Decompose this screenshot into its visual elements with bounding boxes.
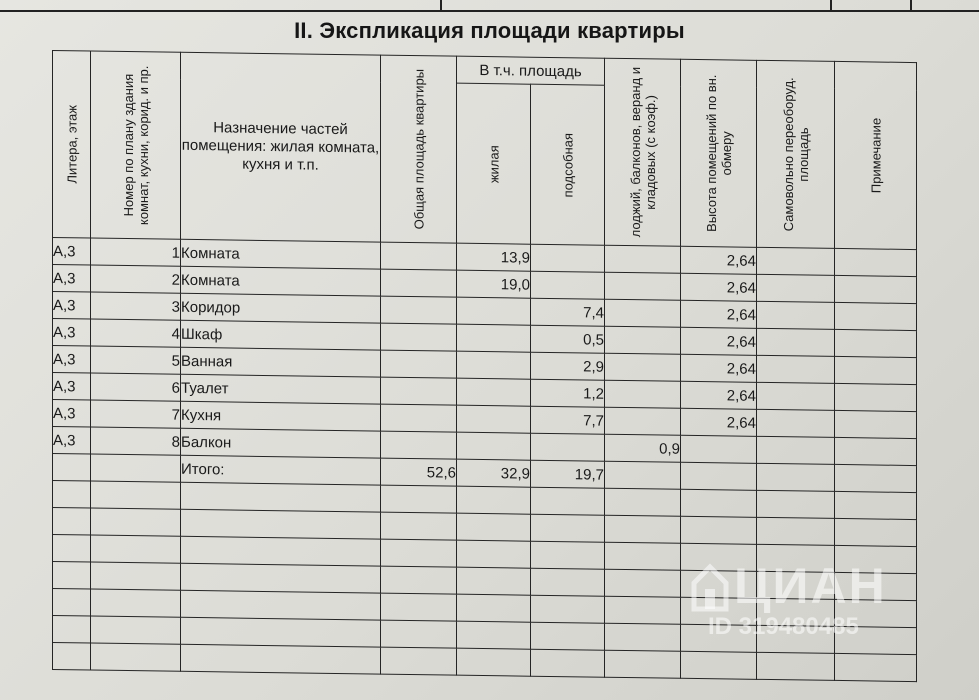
cell-auxiliary — [531, 595, 605, 623]
cell-auxiliary — [531, 244, 605, 272]
cell-total-area — [381, 485, 457, 513]
cell-living — [457, 513, 531, 541]
cell-loggia — [605, 596, 681, 624]
cell-purpose: Туалет — [181, 374, 381, 404]
cell-unauthorized — [757, 490, 835, 518]
cell-auxiliary — [531, 649, 605, 677]
cell-unauthorized — [757, 598, 835, 626]
cell-height — [681, 570, 757, 598]
cell-auxiliary: 2,9 — [531, 352, 605, 380]
cell-living: 19,0 — [457, 270, 531, 298]
cell-unauthorized — [757, 517, 835, 545]
cell-loggia — [605, 245, 681, 273]
cell-loggia — [605, 650, 681, 678]
cell-loggia: 0,9 — [605, 434, 681, 462]
cell-number — [91, 508, 181, 536]
header-unauthorized: Самовольно переоборуд. площадь — [757, 60, 835, 248]
header-loggias: лоджий, балконов, веранд и кладовых (с коэф.) — [605, 58, 681, 246]
cell-total-area — [381, 593, 457, 621]
cell-loggia — [605, 353, 681, 381]
cell-purpose — [181, 617, 381, 647]
cell-living — [457, 324, 531, 352]
watermark-id: ID 319480485 — [708, 613, 859, 640]
header-number: Номер по плану здания комнат, кухни, корид. и пр. — [91, 51, 181, 239]
cell-note — [835, 653, 917, 681]
cell-purpose: Коридор — [181, 293, 381, 323]
cell-litera — [53, 589, 91, 617]
cell-height — [681, 489, 757, 517]
cell-purpose — [181, 482, 381, 512]
header-height: Высота помещений по вн. обмеру — [681, 59, 757, 247]
header-total-area: Общая площадь квартиры — [381, 55, 457, 243]
cell-living — [457, 297, 531, 325]
cell-auxiliary — [531, 514, 605, 542]
cell-litera — [53, 481, 91, 509]
cell-number — [91, 535, 181, 563]
cell-height: 2,64 — [681, 381, 757, 409]
watermark-brand: ЦИАН — [734, 558, 887, 614]
cell-number: 8 — [91, 427, 181, 455]
cell-note — [835, 626, 917, 654]
cell-number: 6 — [91, 373, 181, 401]
cell-litera: А,3 — [53, 292, 91, 320]
cell-living — [457, 567, 531, 595]
cell-loggia — [605, 515, 681, 543]
cell-total-area — [381, 377, 457, 405]
cell-litera: А,3 — [53, 427, 91, 455]
cell-unauthorized — [757, 247, 835, 275]
cell-loggia — [605, 326, 681, 354]
cell-height: 2,64 — [681, 273, 757, 301]
cell-loggia — [605, 623, 681, 651]
cell-total-area — [381, 620, 457, 648]
cell-auxiliary: 7,7 — [531, 406, 605, 434]
cell-litera — [53, 535, 91, 563]
top-border-tick — [830, 0, 832, 12]
cell-height: 2,64 — [681, 327, 757, 355]
cell-height: 2,64 — [681, 300, 757, 328]
cell-total-area — [381, 242, 457, 270]
cell-purpose: Комната — [181, 266, 381, 296]
cell-auxiliary — [531, 568, 605, 596]
cell-living: 32,9 — [457, 459, 531, 487]
cell-number: 1 — [91, 238, 181, 266]
cell-unauthorized — [757, 625, 835, 653]
cell-number: 4 — [91, 319, 181, 347]
cell-litera — [53, 616, 91, 644]
cell-height: 2,64 — [681, 408, 757, 436]
cell-note — [835, 572, 917, 600]
cell-number: 7 — [91, 400, 181, 428]
cell-number — [91, 562, 181, 590]
document-title: II. Экспликация площади квартиры — [294, 18, 685, 43]
cell-loggia — [605, 488, 681, 516]
cell-purpose — [181, 563, 381, 593]
cell-auxiliary — [531, 622, 605, 650]
cell-number — [91, 589, 181, 617]
top-border-line — [0, 10, 979, 12]
cell-number: 5 — [91, 346, 181, 374]
cell-height — [681, 624, 757, 652]
cell-number — [91, 481, 181, 509]
cell-auxiliary — [531, 541, 605, 569]
cell-unauthorized — [757, 463, 835, 491]
cell-litera: А,3 — [53, 373, 91, 401]
cell-height: 2,64 — [681, 246, 757, 274]
cell-height — [681, 597, 757, 625]
cell-loggia — [605, 569, 681, 597]
cell-note — [835, 464, 917, 492]
cell-note — [835, 383, 917, 411]
cell-auxiliary: 7,4 — [531, 298, 605, 326]
cell-height: 2,64 — [681, 354, 757, 382]
cell-height — [681, 543, 757, 571]
cell-auxiliary — [531, 487, 605, 515]
cell-litera: А,3 — [53, 238, 91, 266]
cell-number: 3 — [91, 292, 181, 320]
cell-note — [835, 248, 917, 276]
header-living: жилая — [457, 83, 531, 244]
cell-height — [681, 462, 757, 490]
cell-number: 2 — [91, 265, 181, 293]
cell-total-area — [381, 350, 457, 378]
cell-living — [457, 351, 531, 379]
cell-number — [91, 643, 181, 671]
cell-note — [835, 302, 917, 330]
top-border-tick — [910, 0, 912, 12]
cell-note — [835, 437, 917, 465]
cell-note — [835, 275, 917, 303]
cell-total-area — [381, 566, 457, 594]
cell-living — [457, 540, 531, 568]
cell-loggia — [605, 299, 681, 327]
cell-number — [91, 454, 181, 482]
cell-purpose — [181, 590, 381, 620]
cell-litera — [53, 508, 91, 536]
cell-unauthorized — [757, 301, 835, 329]
cell-height — [681, 516, 757, 544]
cell-unauthorized — [757, 436, 835, 464]
cell-note — [835, 545, 917, 573]
cell-purpose — [181, 644, 381, 674]
cell-unauthorized — [757, 328, 835, 356]
cell-note — [835, 329, 917, 357]
cell-living — [457, 594, 531, 622]
cell-unauthorized — [757, 355, 835, 383]
cell-loggia — [605, 380, 681, 408]
cell-auxiliary: 19,7 — [531, 460, 605, 488]
cell-unauthorized — [757, 382, 835, 410]
cell-living — [457, 621, 531, 649]
cell-auxiliary: 0,5 — [531, 325, 605, 353]
cell-living — [457, 486, 531, 514]
cell-auxiliary — [531, 433, 605, 461]
cell-litera: А,3 — [53, 319, 91, 347]
cell-total-area — [381, 512, 457, 540]
cell-note — [835, 599, 917, 627]
cell-note — [835, 491, 917, 519]
cell-purpose: Комната — [181, 239, 381, 269]
cell-loggia — [605, 272, 681, 300]
cell-litera — [53, 562, 91, 590]
cell-note — [835, 518, 917, 546]
cell-height — [681, 651, 757, 679]
cell-litera: А,3 — [53, 265, 91, 293]
cell-total-area — [381, 323, 457, 351]
cell-total-area — [381, 296, 457, 324]
cell-purpose — [181, 536, 381, 566]
header-litera: Литера, этаж — [53, 51, 91, 239]
cell-living — [457, 648, 531, 676]
cell-unauthorized — [757, 544, 835, 572]
cell-total-area: 52,6 — [381, 458, 457, 486]
cell-purpose: Кухня — [181, 401, 381, 431]
top-border-tick — [440, 0, 442, 12]
cell-living — [457, 432, 531, 460]
cell-note — [835, 356, 917, 384]
cell-loggia — [605, 461, 681, 489]
cell-unauthorized — [757, 409, 835, 437]
explication-table — [52, 50, 917, 682]
cell-living: 13,9 — [457, 243, 531, 271]
cell-total-area — [381, 269, 457, 297]
cell-living — [457, 378, 531, 406]
cell-purpose: Итого: — [181, 455, 381, 485]
cell-number — [91, 616, 181, 644]
cell-total-area — [381, 647, 457, 675]
cell-purpose: Ванная — [181, 347, 381, 377]
header-purpose: Назначение частей помещения: жилая комната, кухня и т.п. — [181, 52, 381, 242]
cell-total-area — [381, 431, 457, 459]
cell-auxiliary: 1,2 — [531, 379, 605, 407]
cell-litera — [53, 454, 91, 482]
header-note: Примечание — [835, 61, 917, 249]
cell-litera: А,3 — [53, 400, 91, 428]
cell-height — [681, 435, 757, 463]
header-incl-area: В т.ч. площадь — [457, 56, 605, 85]
cell-purpose: Балкон — [181, 428, 381, 458]
cell-total-area — [381, 539, 457, 567]
cell-loggia — [605, 542, 681, 570]
cell-loggia — [605, 407, 681, 435]
cell-living — [457, 405, 531, 433]
cell-litera — [53, 643, 91, 671]
cell-auxiliary — [531, 271, 605, 299]
cell-unauthorized — [757, 274, 835, 302]
cell-unauthorized — [757, 652, 835, 680]
cell-total-area — [381, 404, 457, 432]
cell-unauthorized — [757, 571, 835, 599]
cell-purpose: Шкаф — [181, 320, 381, 350]
cell-note — [835, 410, 917, 438]
cell-litera: А,3 — [53, 346, 91, 374]
cell-purpose — [181, 509, 381, 539]
header-auxiliary: подсобная — [531, 84, 605, 245]
